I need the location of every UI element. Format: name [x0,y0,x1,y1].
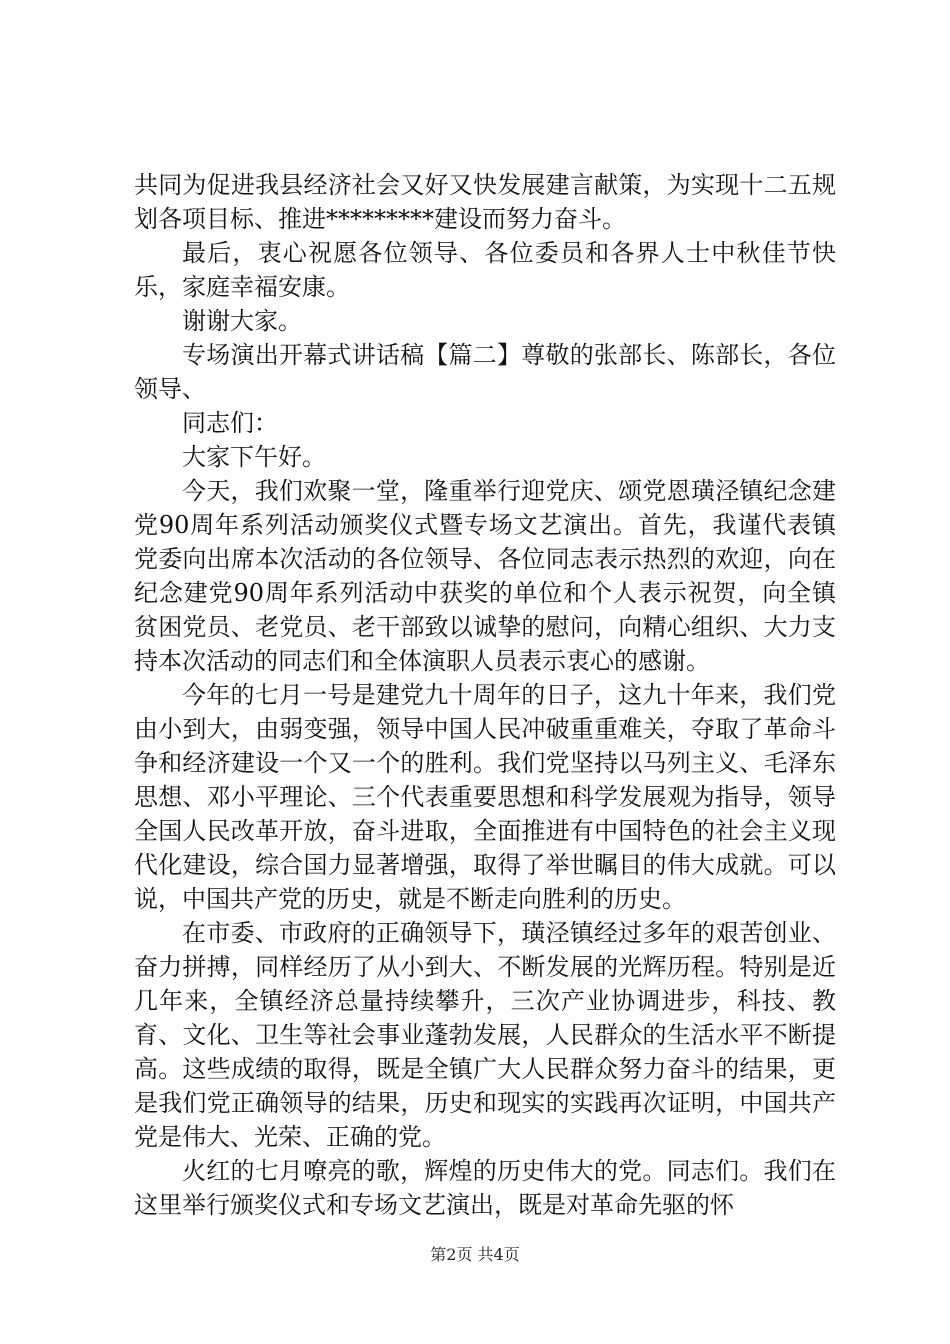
paragraph: 共同为促进我县经济社会又好又快发展建言献策，为实现十二五规划各项目标、推进*********建设而努力奋斗。 [134,171,836,233]
paragraph: 专场演出开幕式讲话稿【篇二】尊敬的张部长、陈部长，各位领导、 [134,341,836,403]
paragraph: 最后，衷心祝愿各位领导、各位委员和各界人士中秋佳节快乐，家庭幸福安康。 [134,239,836,301]
document-body [134,168,836,1222]
page-footer: 第2页 共4页 [430,1245,520,1264]
paragraph: 今年的七月一号是建党九十周年的日子，这九十年来，我们党由小到大，由弱变强，领导中国人民冲破重重难关，夺取了革命斗争和经济建设一个又一个的胜利。我们党坚持以马列主义、毛泽东思想、邓小平理论、三个代表重要思想和科学发展观为指导，领导全国人民改革开放，奋斗进取，全面推进有中国特色的社会主义现代化建设，综合国力显著增强，取得了举世瞩目的伟大成就。可以说，中国共产党的历史，就是不断走向胜利的历史。 [134,681,836,913]
paragraph: 在市委、市政府的正确领导下，璜泾镇经过多年的艰苦创业、奋力拼搏，同样经历了从小到大、不断发展的光辉历程。特别是近几年来，全镇经济总量持续攀升，三次产业协调进步，科技、教育、文化、卫生等社会事业蓬勃发展，人民群众的生活水平不断提高。这些成绩的取得，既是全镇广大人民群众努力奋斗的结果，更是我们党正确领导的结果，历史和现实的实践再次证明，中国共产党是伟大、光荣、正确的党。 [134,919,836,1151]
paragraph: 火红的七月嘹亮的歌，辉煌的历史伟大的党。同志们。我们在这里举行颁奖仪式和专场文艺演出，既是对革命先驱的怀 [134,1157,836,1219]
paragraph: 同志们： [182,409,278,437]
paragraph: 谢谢大家。 [182,307,302,335]
paragraph: 大家下午好。 [182,443,326,471]
paragraph: 今天，我们欢聚一堂，隆重举行迎党庆、颂党恩璜泾镇纪念建党90周年系列活动颁奖仪式暨专场文艺演出。首先，我谨代表镇党委向出席本次活动的各位领导、各位同志表示热烈的欢迎，向在纪念建党90周年系列活动中获奖的单位和个人表示祝贺，向全镇贫困党员、老党员、老干部致以诚挚的慰问，向精心组织、大力支持本次活动的同志们和全体演职人员表示衷心的感谢。 [134,477,836,675]
